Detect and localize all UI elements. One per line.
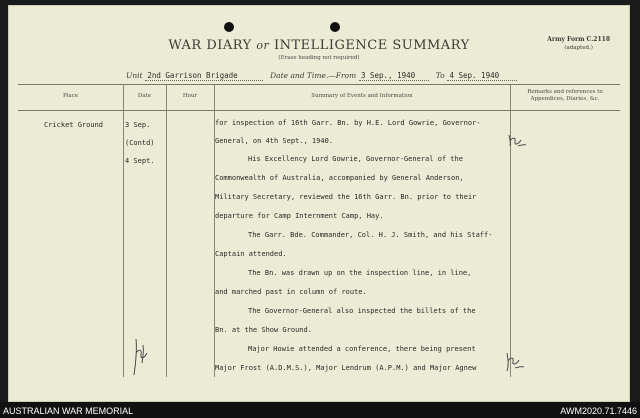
entry-date: 3 Sep. xyxy=(125,121,151,129)
summary-line: for inspection of 16th Garr. Bn. by H.E. Lord Gowrie, Governor- xyxy=(215,119,481,127)
entry-date: 4 Sept. xyxy=(125,157,155,165)
unit-date-line xyxy=(126,71,517,81)
summary-line: Major Frost (A.D.M.S.), Major Lendrum (A.P.M.) and Major Agnew xyxy=(215,364,477,372)
handwritten-initials-mark xyxy=(130,337,152,377)
form-title xyxy=(8,38,630,53)
unit-value: 2nd Garrison Brigade xyxy=(147,71,238,80)
handwritten-initials-mark xyxy=(504,350,526,374)
title-or: or xyxy=(256,39,270,52)
summary-line: General, on 4th Sept., 1940. xyxy=(215,137,334,145)
title-war-diary: WAR DIARY xyxy=(168,38,252,53)
diary-sheet xyxy=(8,5,630,402)
date-to-label: To xyxy=(435,71,445,80)
summary-line: His Excellency Lord Gowrie, Governor-General of the xyxy=(248,155,463,163)
unit-label: Unit xyxy=(126,71,143,80)
summary-line: Bn. at the Show Ground. xyxy=(215,326,312,334)
date-from-value: 3 Sep., 1940 xyxy=(360,71,416,80)
summary-line: Captain attended. xyxy=(215,250,287,258)
form-name: Army Form C.2118 xyxy=(547,36,610,43)
summary-line: The Garr. Bde. Commander, Col. H. J. Smith, and his Staff- xyxy=(248,231,493,239)
entry-date-contd: (Contd) xyxy=(125,139,155,147)
column-divider xyxy=(123,85,124,377)
date-to-value: 4 Sep. 1940 xyxy=(449,71,500,80)
header-summary: Summary of Events and Information xyxy=(311,93,413,99)
summary-line: Military Secretary, reviewed the 16th Garr. Bn. prior to their xyxy=(215,193,477,201)
archive-reference: AWM2020.71.7446 xyxy=(560,406,637,416)
army-form-number xyxy=(547,36,610,52)
punch-hole xyxy=(224,22,234,32)
header-remarks xyxy=(510,89,620,103)
header-hour: Hour xyxy=(182,93,198,99)
entry-place: Cricket Ground xyxy=(44,121,104,129)
form-subtitle: (Erase heading not required) xyxy=(278,55,360,61)
form-note: (adapted.) xyxy=(564,45,593,51)
summary-line: and marched past in column of route. xyxy=(215,288,367,296)
summary-line: departure for Camp Internment Camp, Hay. xyxy=(215,212,384,220)
diary-table xyxy=(18,84,620,377)
summary-line: Commonwealth of Australia, accompanied by General Anderson, xyxy=(215,174,464,182)
header-remarks-line2: Appendices, Diaries, &c. xyxy=(530,96,600,102)
archive-name: AUSTRALIAN WAR MEMORIAL xyxy=(3,406,134,416)
date-label: Date and Time.—From xyxy=(270,71,357,80)
header-rule xyxy=(18,110,620,111)
summary-line: Major Howie attended a conference, there being present xyxy=(248,345,476,353)
summary-line: The Governor-General also inspected the billets of the xyxy=(248,307,476,315)
header-date: Date xyxy=(137,93,152,99)
summary-line: The Bn. was drawn up on the inspection line, in line, xyxy=(248,269,472,277)
punch-hole xyxy=(330,22,340,32)
handwritten-initials-mark xyxy=(506,131,528,151)
header-place: Place xyxy=(62,93,79,99)
title-intelligence-summary: INTELLIGENCE SUMMARY xyxy=(273,38,470,53)
header-remarks-line1: Remarks and references to xyxy=(527,89,603,95)
column-divider xyxy=(166,85,167,377)
